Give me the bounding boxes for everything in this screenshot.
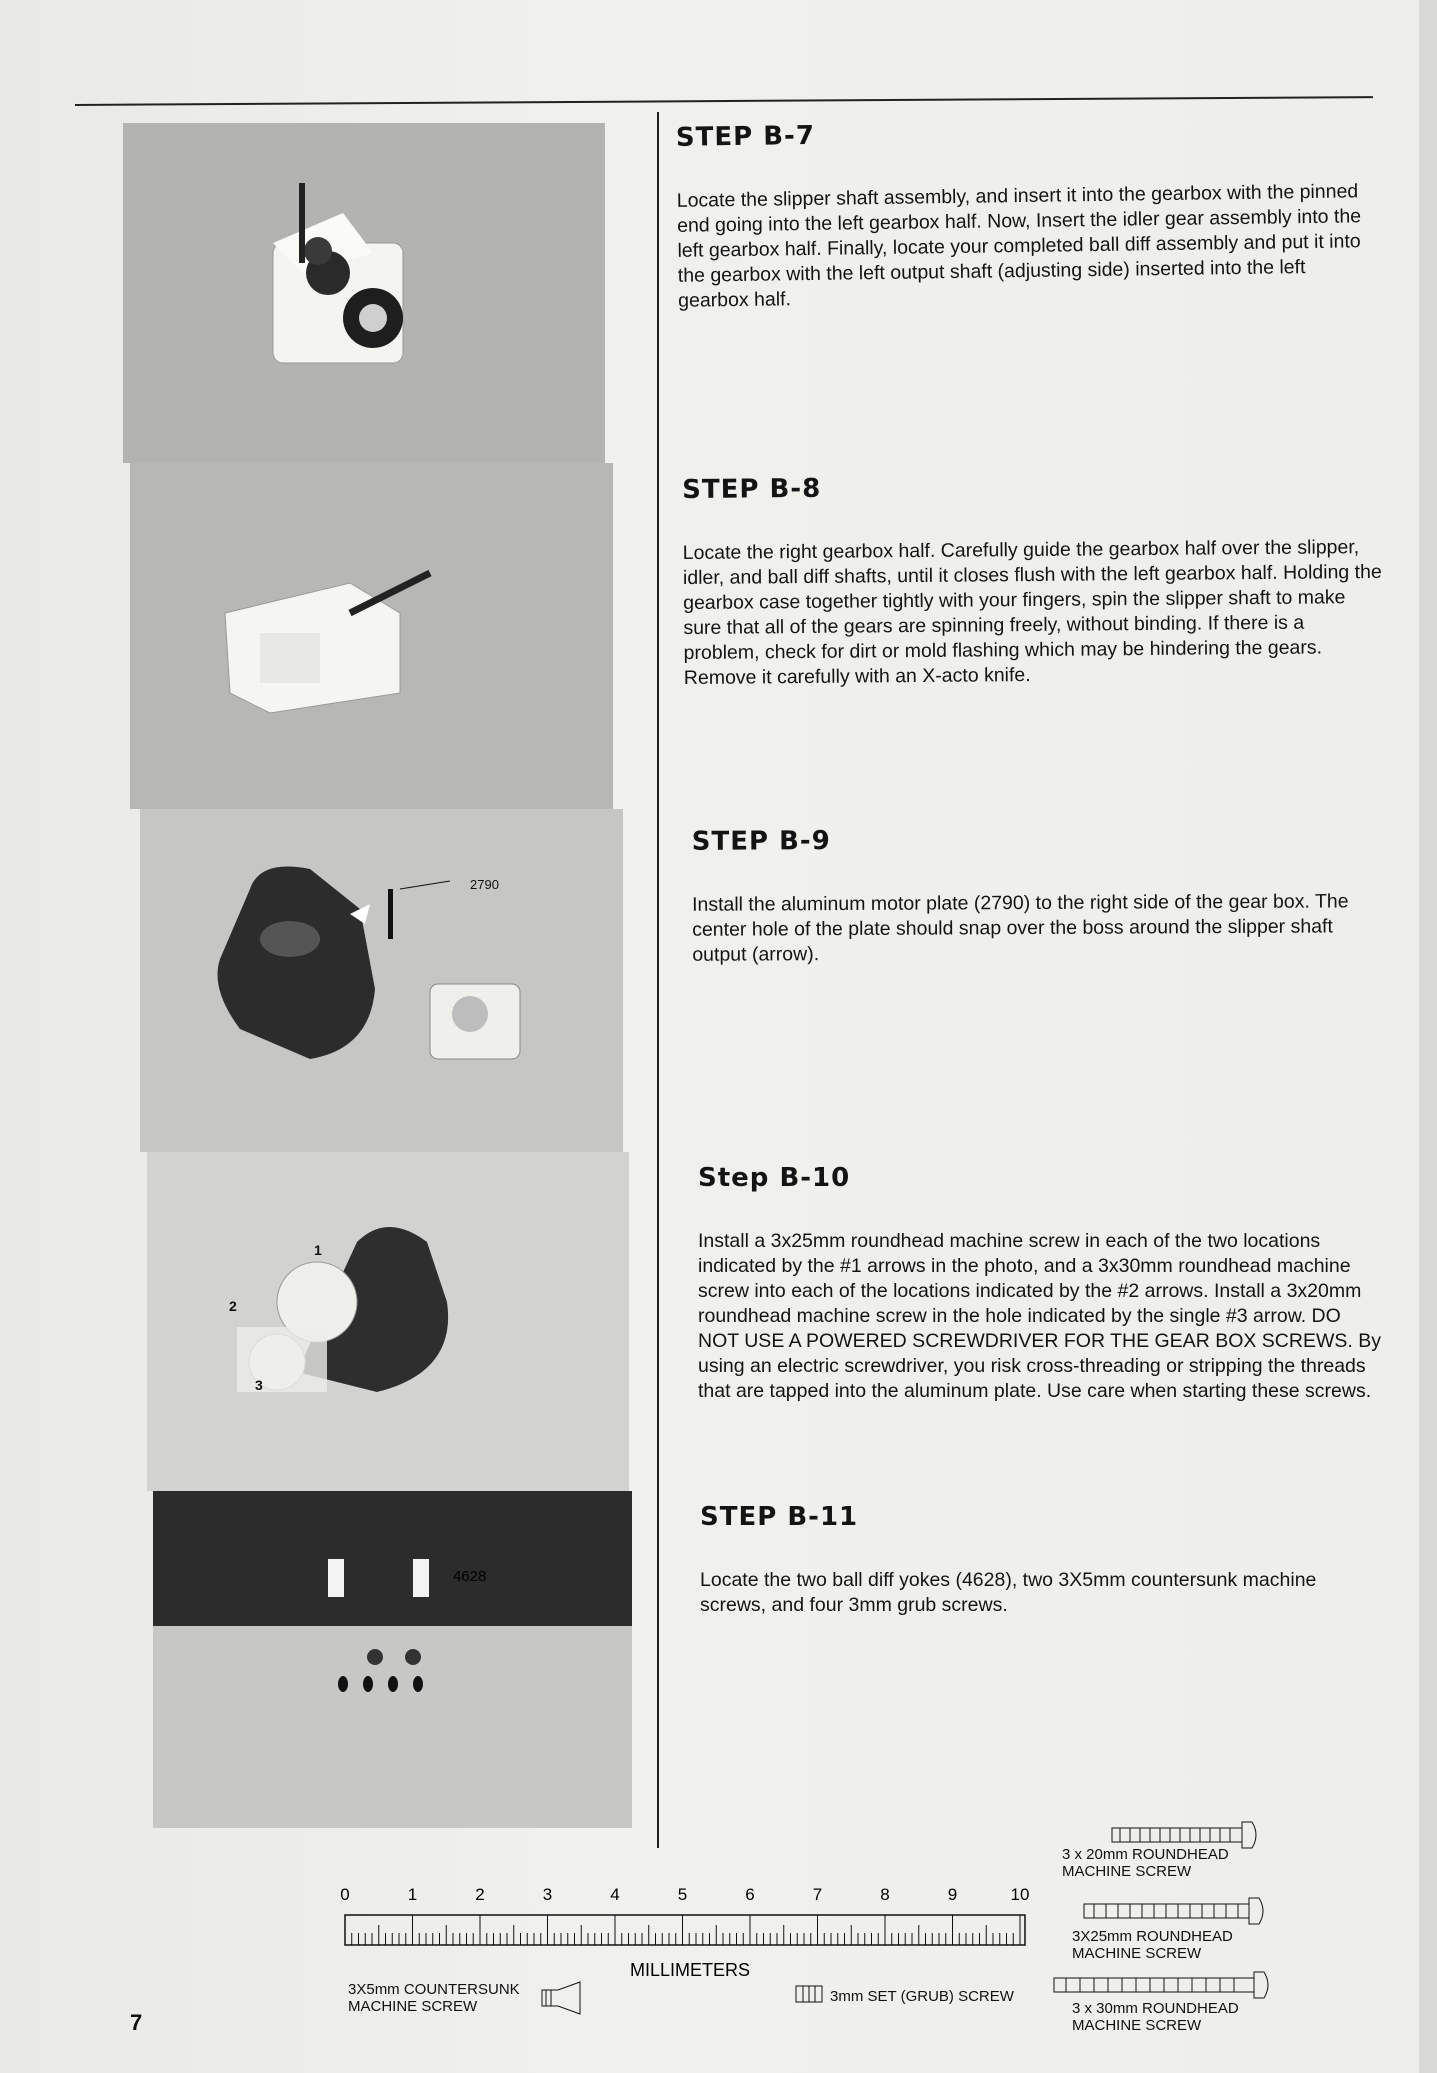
photo-step-b9 — [140, 809, 623, 1152]
ruler-number: 4 — [610, 1885, 620, 1904]
step-b11-text: Locate the two ball diff yokes (4628), two 3X5mm countersunk machine screws, and four 3mm grub screws. — [700, 1569, 1317, 1616]
countersunk-screw-label: 3X5mm COUNTERSUNK MACHINE SCREW — [348, 1981, 520, 2015]
page-number: 7 — [130, 2010, 143, 2035]
step-b8 — [682, 469, 1384, 691]
ruler-number: 8 — [880, 1885, 890, 1904]
label-2790: 2790 — [470, 877, 499, 892]
step-b10-title: Step B-10 — [698, 1163, 851, 1193]
step-b7-text: Locate the slipper shaft assembly, and insert it into the gearbox with the pinned end going into the left gearbox half. Now, Insert the idler gear assembly into the left gearbox half. Finally, locate your completed ball diff assembly and put it into the gearbox with the left output shaft (adjusting side) inserted into the left gearbox half. — [676, 180, 1362, 312]
ruler-number: 2 — [475, 1885, 485, 1904]
countersunk-screw-icon — [540, 1980, 584, 2021]
step-b9-title: STEP B-9 — [691, 826, 831, 857]
arrow-label-3: 3 — [255, 1377, 263, 1393]
ruler-number: 3 — [542, 1885, 553, 1904]
roundhead-30mm-label: 3 x 30mm ROUNDHEAD MACHINE SCREW — [1072, 2000, 1239, 2034]
photo-step-b10 — [147, 1152, 629, 1491]
top-rule — [75, 96, 1373, 106]
photo-step-b11 — [153, 1491, 632, 1828]
arrow-label-2: 2 — [229, 1298, 237, 1314]
ruler-number: 5 — [677, 1885, 688, 1904]
grub-screw-label: 3mm SET (GRUB) SCREW — [830, 1988, 1014, 2005]
ruler-label: MILLIMETERS — [630, 1960, 751, 1980]
step-b7-title: STEP B-7 — [675, 120, 816, 153]
grub-screw-shape — [338, 1676, 348, 1692]
step-b10-text: Install a 3x25mm roundhead machine screw in each of the two locations indicated by the #1 arrows in the photo, and a 3x30mm roundhead machine screw into each of the locations indicated by the #2 arrows. Install a 3x20mm roundhead machine screw in the hole indicated by the single #3 arrow. DO NOT USE A POWERED SCREWDRIVER FOR THE GEAR BOX SCREWS. By using an electric screwdriver, you risk cross-threading or stripping the threads that are tapped into the aluminum plate. Use care when starting these screws. — [698, 1230, 1381, 1402]
yoke-shape — [328, 1559, 344, 1597]
step-b8-title: STEP B-8 — [682, 473, 822, 506]
ruler-number: 6 — [745, 1885, 755, 1904]
label-4628: 4628 — [453, 1568, 487, 1585]
step-b8-text: Locate the right gearbox half. Carefully guide the gearbox half over the slipper, idler, and ball diff shafts, until it closes flush with the left gearbox half. Holding the gearbox case together tightly with your fingers, spin the slipper shaft to make sure that all of the gears are spinning freely, without binding. If there is a problem, check for dirt or mold flashing which may be hindering the gears. Remove it carefully with an X-acto knife. — [682, 536, 1382, 690]
step-b11-title: STEP B-11 — [700, 1502, 859, 1532]
roundhead-25mm-icon — [1082, 1896, 1267, 1931]
column-divider — [657, 112, 659, 1848]
ruler-number: 0 — [340, 1885, 350, 1904]
countersunk-screw-shape — [367, 1649, 383, 1665]
ruler-number: 10 — [1010, 1885, 1030, 1904]
step-b9 — [692, 823, 1383, 968]
step-b11 — [700, 1502, 1380, 1618]
page-edge — [1419, 0, 1437, 2073]
grub-screw-icon — [795, 1985, 823, 2008]
ruler-number: 9 — [947, 1885, 958, 1904]
photo-step-b8 — [130, 463, 613, 809]
step-b9-text: Install the aluminum motor plate (2790) to the right side of the gear box. The center hole of the plate should snap over the boss around the slipper shaft output (arrow). — [691, 890, 1349, 966]
step-b10 — [698, 1163, 1383, 1404]
ruler-number: 7 — [812, 1885, 823, 1904]
roundhead-25mm-label: 3X25mm ROUNDHEAD MACHINE SCREW — [1072, 1928, 1233, 1962]
ruler-number: 1 — [407, 1885, 418, 1904]
step-b7 — [676, 113, 1369, 314]
arrow-label-1: 1 — [314, 1242, 322, 1258]
roundhead-20mm-label: 3 x 20mm ROUNDHEAD MACHINE SCREW — [1062, 1846, 1229, 1880]
millimeter-ruler — [340, 1880, 1040, 1980]
photo-step-b7 — [123, 123, 605, 463]
